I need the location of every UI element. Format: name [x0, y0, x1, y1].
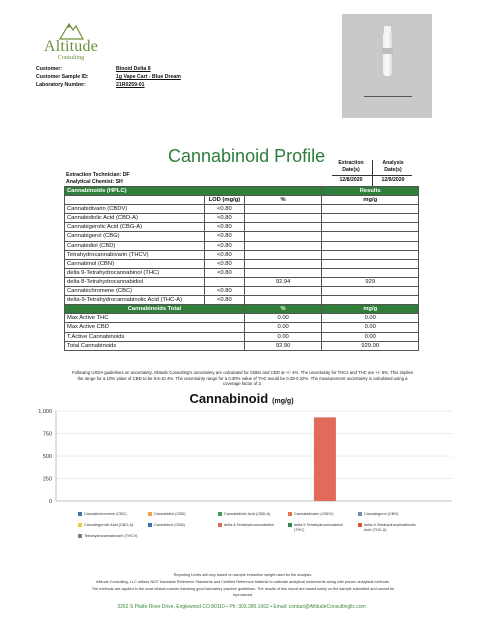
cannabinoid-name: Cannabigerol (CBG) — [65, 232, 205, 241]
logo-subtitle: Consulting — [57, 55, 85, 61]
cannabinoid-name: Cannabigerolic Acid (CBG-A) — [65, 223, 205, 232]
totals-row — [65, 314, 419, 323]
report-title: Cannabinoid Profile — [168, 146, 326, 166]
legend-item — [288, 523, 354, 532]
mountain-logo-icon — [58, 20, 84, 40]
table-row — [65, 205, 419, 214]
legend-label: Tetrahydrocannabivarin (THCV) — [84, 534, 138, 538]
y-tick-label: 1,000 — [38, 408, 52, 415]
mg-value — [322, 232, 419, 241]
altitude-logo — [36, 20, 106, 64]
vape-band — [382, 48, 393, 54]
analysis-date: 12/9/2020 — [381, 177, 405, 183]
legend-item — [288, 512, 354, 517]
chart-unit: (mg/g) — [272, 398, 294, 405]
blank-cell — [65, 196, 205, 205]
mg-header: mg/g — [322, 196, 419, 205]
legend-item — [218, 523, 284, 528]
lod-value: <0.80 — [204, 250, 244, 259]
table-header-label: Cannabinoids (HPLC) — [65, 187, 322, 196]
lod-value: <0.80 — [204, 287, 244, 296]
pct-value — [244, 259, 322, 268]
lod-value — [204, 277, 244, 286]
table-row — [65, 287, 419, 296]
logo-wordmark: Altitude — [43, 38, 99, 55]
mg-value — [322, 214, 419, 223]
mg-value: 929 — [322, 277, 419, 286]
pct-value — [244, 268, 322, 277]
info-value: 1g Vape Cart - Blue Dream — [116, 74, 181, 80]
cannabinoid-name: Cannabichromene (CBC) — [65, 287, 205, 296]
info-label: Customer Sample ID: — [36, 74, 89, 80]
extraction-date-header — [332, 160, 370, 174]
totals-pct-header: % — [244, 305, 322, 314]
cannabinoid-name: delta 9-Tetrahydrocannabinol (THC) — [65, 268, 205, 277]
pct-value — [244, 232, 322, 241]
analysis-header-line1: Analysis — [382, 160, 404, 166]
table-row — [65, 223, 419, 232]
footer-line: reproduced. — [232, 593, 254, 598]
legend-swatch — [288, 512, 292, 516]
extraction-technician: Extraction Technician: DF — [66, 172, 130, 178]
mg-value — [322, 259, 419, 268]
mg-value — [322, 250, 419, 259]
table-row — [65, 268, 419, 277]
table-subheader-row — [65, 196, 419, 205]
total-name: Total Cannabinoids — [65, 341, 245, 350]
extraction-date: 12/8/2020 — [339, 177, 363, 183]
legend-label: Cannabichromene (CBC) — [84, 512, 127, 516]
totals-row — [65, 323, 419, 332]
pct-value — [244, 250, 322, 259]
legend-item — [218, 512, 284, 517]
vape-cartridge-image — [383, 32, 392, 76]
totals-header-label: Cannabinoids Total — [65, 305, 245, 314]
pct-value — [244, 214, 322, 223]
lod-value: <0.80 — [204, 223, 244, 232]
legend-item — [148, 512, 214, 517]
table-row — [65, 296, 419, 305]
pct-value — [244, 223, 322, 232]
lod-value: <0.80 — [204, 232, 244, 241]
y-tick-label: 500 — [42, 453, 52, 460]
lod-value: <0.80 — [204, 205, 244, 214]
legend-swatch — [78, 512, 82, 516]
pct-value — [244, 296, 322, 305]
table-row — [65, 250, 419, 259]
y-tick-label: 0 — [48, 498, 52, 505]
legend-swatch — [218, 523, 222, 527]
photo-scale-line — [364, 96, 412, 97]
table-header-row — [65, 187, 419, 196]
y-tick-label: 250 — [42, 476, 52, 483]
cannabinoid-name: delta-9-Tetrahydrocannabinolic Acid (THC-A) — [65, 296, 205, 305]
legend-label: Cannabidiol (CBD) — [154, 512, 186, 516]
uncertainty-notes: Following USDA guidelines on uncertainty, Altitude Consulting's uncertainty are calculated for CBDs and CBD at +/- 4%. The uncertainty for THCs and THC are +/- 5%. This implies the range for a 10% value of CBD to be 9.6-10.4%. The uncertainty range for a 0.30% value of THC would be 0.28-0.32%. The measurement uncertainty is calculated using a coverage factor of 2. — [72, 370, 413, 387]
totals-mg-header: mg/g — [322, 305, 419, 314]
dates-divider — [372, 160, 373, 186]
total-pct: 0.00 — [244, 314, 322, 323]
legend-label: Cannabidivarin (CBDV) — [294, 512, 334, 516]
legend-swatch — [358, 512, 362, 516]
pct-value — [244, 205, 322, 214]
y-tick-label: 750 — [42, 431, 52, 438]
lod-header: LOD (mg/g) — [204, 196, 244, 205]
legend-item — [78, 523, 144, 528]
legend-label: delta 8-Tetrahydrocannabidiol — [224, 523, 274, 527]
lod-value: <0.80 — [204, 241, 244, 250]
total-mg: 0.00 — [322, 323, 419, 332]
table-header-results: Results — [322, 187, 419, 196]
legend-item — [78, 534, 144, 539]
chart-title — [0, 391, 483, 406]
legend-item — [78, 512, 144, 517]
mg-value — [322, 205, 419, 214]
table-row — [65, 214, 419, 223]
legend-label: delta 9-Tetrahydrocannabinol (THC) — [294, 523, 343, 532]
cannabinoid-name: Tetrahydrocannabivarin (THCV) — [65, 250, 205, 259]
legend-item — [358, 512, 424, 517]
cannabinoid-name: delta 8-Tetrahydrocannabidiol — [65, 277, 205, 286]
legend-item — [148, 523, 214, 528]
legend-item — [358, 523, 424, 532]
info-value: 21R0259-01 — [116, 82, 145, 88]
analysis-header-line2: Date(s) — [384, 167, 402, 173]
cannabinoid-name: Cannabinol (CBN) — [65, 259, 205, 268]
dates-rule — [332, 175, 412, 176]
technician-info — [66, 172, 130, 186]
cannabinoid-name: Cannabidivarin (CBDV) — [65, 205, 205, 214]
info-label: Customer: — [36, 66, 62, 72]
legend-label: Cannabigerol (CBG) — [364, 512, 399, 516]
sample-photo — [342, 14, 432, 118]
info-label: Laboratory Number: — [36, 82, 86, 88]
legend-swatch — [78, 534, 82, 538]
lod-value: <0.80 — [204, 259, 244, 268]
pct-header: % — [244, 196, 322, 205]
total-pct: 0.00 — [244, 323, 322, 332]
legend-swatch — [358, 523, 362, 527]
lod-value: <0.80 — [204, 214, 244, 223]
total-mg: 0.00 — [322, 332, 419, 341]
footer-line: The methods are applied in the most ethical manner following good laboratory practice guidelines. The results of this report are based solely on the sample submitted and cannot be — [91, 586, 395, 591]
footer-line: Altitude Consulting, LLC utilizes NIST traceable Reference Standards and Certified Reference Material to calibrate analytical instruments along with proven analytical methods. — [96, 579, 390, 584]
mg-value — [322, 223, 419, 232]
mg-value — [322, 287, 419, 296]
total-name: Max Active THC — [65, 314, 245, 323]
cannabinoid-name: Cannabidiolic Acid (CBD-A) — [65, 214, 205, 223]
table-row — [65, 277, 419, 286]
legend-swatch — [218, 512, 222, 516]
total-name: Max Active CBD — [65, 323, 245, 332]
lab-address: 3262 S Platte River Drive, Englewood CO 80110 • Ph: 303.390.1662 • Email: contact@AltitudeConsultingllc.com — [117, 604, 366, 610]
legend-swatch — [78, 523, 82, 527]
extraction-header-line1: Extraction — [338, 160, 364, 166]
analysis-date-header — [374, 160, 412, 174]
mg-value — [322, 268, 419, 277]
total-name: T.Active Cannabinoids — [65, 332, 245, 341]
report-footer — [38, 572, 448, 599]
lod-value: <0.80 — [204, 296, 244, 305]
footer-line: Reporting Limits will vary based on sample extraction weight used for the analysis. — [173, 573, 313, 577]
pct-value — [244, 241, 322, 250]
totals-header-row — [65, 305, 419, 314]
analytical-chemist: Analytical Chemist: SH — [66, 179, 123, 185]
legend-label: delta-9-Tetrahydrocannabinolic Acid (THC-A) — [364, 523, 416, 532]
legend-swatch — [148, 512, 152, 516]
cannabinoid-bar-chart — [20, 405, 460, 509]
total-mg: 0.00 — [322, 314, 419, 323]
totals-row — [65, 341, 419, 350]
bar — [314, 417, 336, 501]
legend-swatch — [288, 523, 292, 527]
table-row — [65, 232, 419, 241]
mg-value — [322, 296, 419, 305]
lod-value: <0.80 — [204, 268, 244, 277]
total-pct: 0.00 — [244, 332, 322, 341]
mg-value — [322, 241, 419, 250]
info-value: Binoid Delta 8 — [116, 66, 151, 72]
total-pct: 92.90 — [244, 341, 322, 350]
table-row — [65, 259, 419, 268]
extraction-header-line2: Date(s) — [342, 167, 360, 173]
pct-value — [244, 287, 322, 296]
legend-swatch — [148, 523, 152, 527]
legend-label: Cannabinol (CBN) — [154, 523, 185, 527]
pct-value: 92.94 — [244, 277, 322, 286]
results-table — [64, 186, 419, 351]
totals-row — [65, 332, 419, 341]
table-row — [65, 241, 419, 250]
legend-label: Cannabidiolic Acid (CBD-A) — [224, 512, 271, 516]
total-mg: 929.00 — [322, 341, 419, 350]
legend-label: Cannabigerolic Acid (CBG-A) — [84, 523, 134, 527]
cannabinoid-name: Cannabidiol (CBD) — [65, 241, 205, 250]
chart-title-text: Cannabinoid — [189, 391, 269, 406]
